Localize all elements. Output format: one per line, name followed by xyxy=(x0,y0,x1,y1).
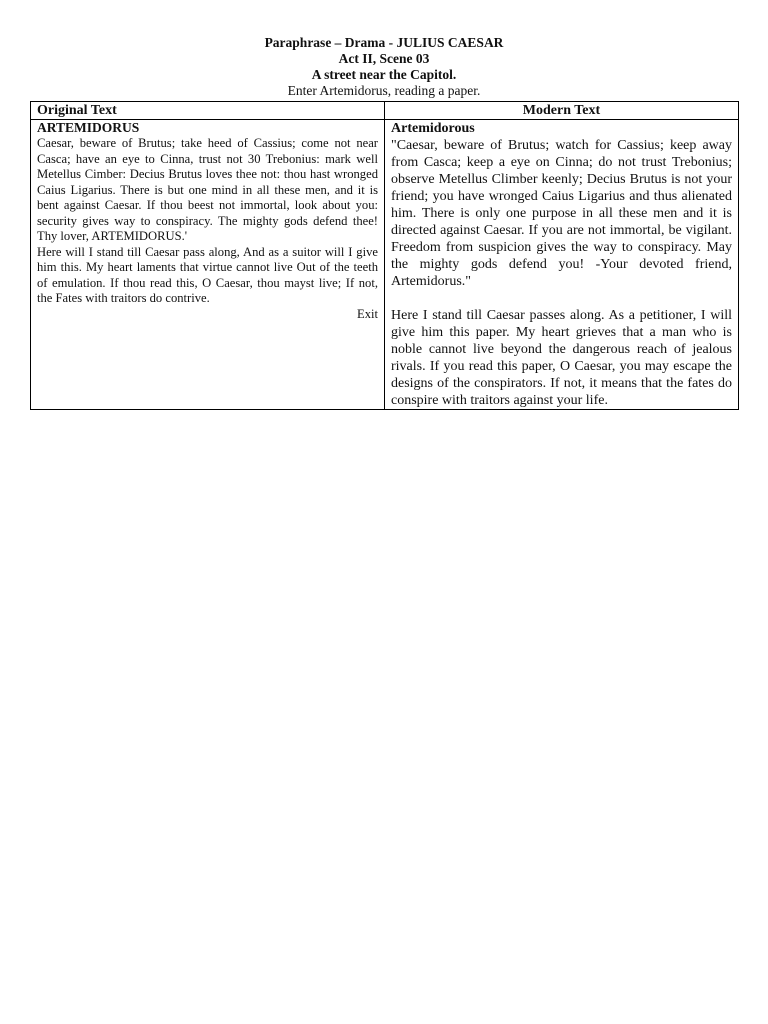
original-speaker: ARTEMIDORUS xyxy=(37,120,140,135)
modern-text-cell xyxy=(385,120,739,410)
modern-paragraph-2: Here I stand till Caesar passes along. As a petitioner, I will give him this paper. My heart grieves that a man who is noble cannot live beyond the dangerous reach of jealous rivals. If you read this paper, O Caesar, you may escape the designs of the conspirators. If not, it means that the fates do conspire with traitors against your life. xyxy=(391,308,732,408)
original-paragraph-1: Caesar, beware of Brutus; take heed of Cassius; come not near Casca; have an eye to Cinna, trust not 30 Trebonius: mark well Metellus Cimber: Decius Brutus loves thee not: thou hast wronged Caius Ligarius. There is but one mind in all these men, and it is bent against Caesar. If thou beest not immortal, look about you: security gives way to conspiracy. The mighty gods defend thee! Thy lover, ARTEMIDORUS.' xyxy=(37,136,378,243)
document-title: Paraphrase – Drama - JULIUS CAESAR xyxy=(264,35,504,50)
paraphrase-table xyxy=(30,101,739,410)
scene-location: A street near the Capitol. xyxy=(311,67,457,82)
column-header-modern: Modern Text xyxy=(385,102,739,120)
modern-paragraph-1: "Caesar, beware of Brutus; watch for Cassius; keep away from Casca; keep a eye on Cinna; do not trust Trebonius; observe Metellus Climber keenly; Decius Brutus is not your friend; you have wronged Caius Ligarius and thus alienated him. There is only one purpose in all these men and it is directed against Caesar. If you are not immortal, be vigilant. Freedom from suspicion gives the way to conspiracy. May the mighty gods defend you! -Your devoted friend, Artemidorus." xyxy=(391,138,732,289)
modern-speaker: Artemidorous xyxy=(391,121,475,136)
column-header-original: Original Text xyxy=(31,102,385,120)
act-scene: Act II, Scene 03 xyxy=(338,51,430,66)
paragraph-gap xyxy=(391,290,732,307)
stage-direction: Enter Artemidorus, reading a paper. xyxy=(287,83,481,98)
table-header-row xyxy=(31,102,739,120)
original-paragraph-2: Here will I stand till Caesar pass along, And as a suitor will I give him this. My heart laments that virtue cannot live Out of the teeth of emulation. If thou read this, O Caesar, thou mayst live; If not, the Fates with traitors do contrive. xyxy=(37,244,378,305)
document-header xyxy=(30,35,738,99)
stage-exit: Exit xyxy=(357,306,378,321)
original-text-cell xyxy=(31,120,385,410)
table-row xyxy=(31,120,739,410)
